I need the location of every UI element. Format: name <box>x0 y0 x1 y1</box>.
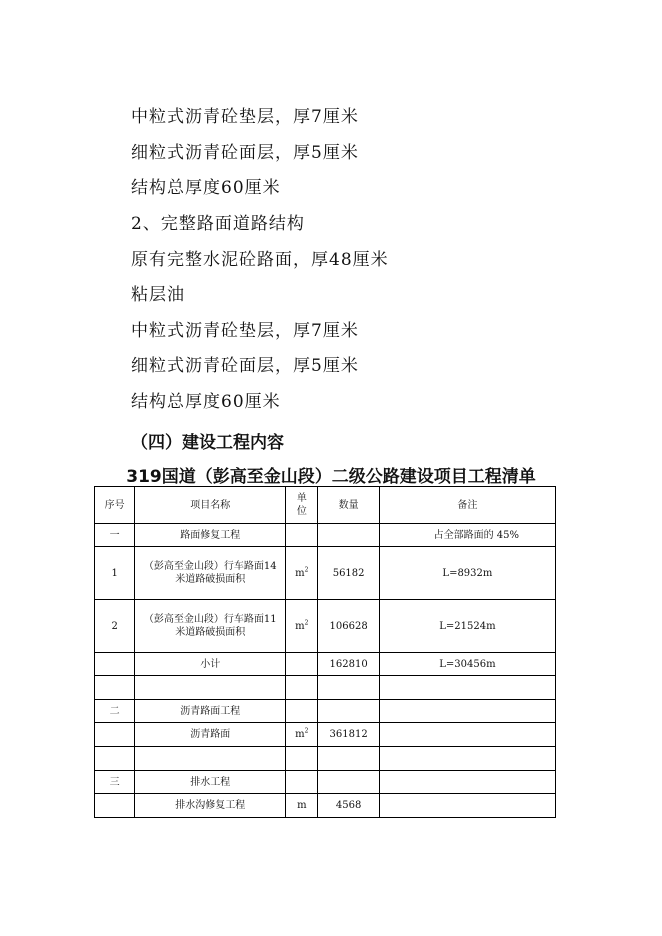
cell-qty: 361812 <box>318 723 379 747</box>
cell-seq: 1 <box>95 547 135 600</box>
cell-seq <box>95 747 135 771</box>
cell-name: （彭高至金山段）行车路面11米道路破损面积 <box>135 600 286 653</box>
cell-unit <box>286 747 318 771</box>
cell-qty <box>318 700 379 723</box>
paragraph-line: 2、完整路面道路结构 <box>131 214 305 234</box>
header-qty: 数量 <box>318 487 379 524</box>
cell-note: 占全部路面的 45% <box>379 524 555 547</box>
table-header-row <box>95 487 556 524</box>
cell-note <box>379 700 555 723</box>
cell-name: 小计 <box>135 653 286 676</box>
paragraph-line: 粘层油 <box>131 285 185 305</box>
cell-note <box>379 771 555 794</box>
table-row <box>95 547 556 600</box>
cell-unit <box>286 524 318 547</box>
cell-seq: 一 <box>95 524 135 547</box>
unit-text: m <box>297 800 307 811</box>
header-unit <box>286 487 318 524</box>
section-heading: （四）建设工程内容 <box>131 433 284 453</box>
cell-seq: 2 <box>95 600 135 653</box>
table-row <box>95 794 556 818</box>
table-row <box>95 524 556 547</box>
table-row <box>95 771 556 794</box>
cell-unit <box>286 653 318 676</box>
table-title: 319国道（彭高至金山段）二级公路建设项目工程清单 <box>126 467 536 487</box>
cell-qty: 4568 <box>318 794 379 818</box>
cell-unit <box>286 547 318 600</box>
cell-qty: 56182 <box>318 547 379 600</box>
cell-note: L=30456m <box>379 653 555 676</box>
cell-unit <box>286 794 318 818</box>
cell-note <box>379 723 555 747</box>
header-note: 备注 <box>379 487 555 524</box>
paragraph-line: 结构总厚度60厘米 <box>131 392 281 412</box>
cell-unit <box>286 771 318 794</box>
unit-text: m <box>295 729 305 740</box>
cell-qty <box>318 676 379 700</box>
header-unit-line1: 单 <box>296 493 307 504</box>
cell-seq: 三 <box>95 771 135 794</box>
table-row <box>95 676 556 700</box>
table-row <box>95 700 556 723</box>
cell-qty <box>318 771 379 794</box>
unit-sup: 2 <box>304 727 309 735</box>
cell-name: 路面修复工程 <box>135 524 286 547</box>
unit-sup: 2 <box>304 619 309 627</box>
cell-qty: 106628 <box>318 600 379 653</box>
cell-seq <box>95 794 135 818</box>
header-unit-line2: 位 <box>296 506 307 517</box>
cell-seq <box>95 676 135 700</box>
cell-qty: 162810 <box>318 653 379 676</box>
table-row <box>95 747 556 771</box>
cell-qty <box>318 747 379 771</box>
unit-text: m <box>295 567 305 579</box>
table-row <box>95 653 556 676</box>
paragraph-line: 细粒式沥青砼面层，厚5厘米 <box>131 143 359 163</box>
table-row <box>95 723 556 747</box>
cell-unit <box>286 676 318 700</box>
cell-note <box>379 794 555 818</box>
cell-note <box>379 747 555 771</box>
cell-note <box>379 676 555 700</box>
paragraph-line: 中粒式沥青砼垫层，厚7厘米 <box>131 107 359 127</box>
cell-name: 沥青路面 <box>135 723 286 747</box>
paragraph-line: 细粒式沥青砼面层，厚5厘米 <box>131 356 359 376</box>
cell-name: （彭高至金山段）行车路面14米道路破损面积 <box>135 547 286 600</box>
cell-name: 排水工程 <box>135 771 286 794</box>
unit-text: m <box>295 620 305 632</box>
cell-unit <box>286 723 318 747</box>
header-name: 项目名称 <box>135 487 286 524</box>
cell-seq <box>95 723 135 747</box>
cell-seq <box>95 653 135 676</box>
paragraph-line: 中粒式沥青砼垫层，厚7厘米 <box>131 321 359 341</box>
cell-unit <box>286 700 318 723</box>
paragraph-line: 原有完整水泥砼路面，厚48厘米 <box>131 250 389 270</box>
cell-unit <box>286 600 318 653</box>
table-row <box>95 600 556 653</box>
header-seq: 序号 <box>95 487 135 524</box>
cell-name: 排水沟修复工程 <box>135 794 286 818</box>
cell-qty <box>318 524 379 547</box>
unit-sup: 2 <box>304 566 309 574</box>
cell-name <box>135 676 286 700</box>
cell-seq: 二 <box>95 700 135 723</box>
cell-name: 沥青路面工程 <box>135 700 286 723</box>
engineering-list-table <box>94 486 556 818</box>
cell-note: L=8932m <box>379 547 555 600</box>
paragraph-line: 结构总厚度60厘米 <box>131 178 281 198</box>
cell-name <box>135 747 286 771</box>
cell-note: L=21524m <box>379 600 555 653</box>
